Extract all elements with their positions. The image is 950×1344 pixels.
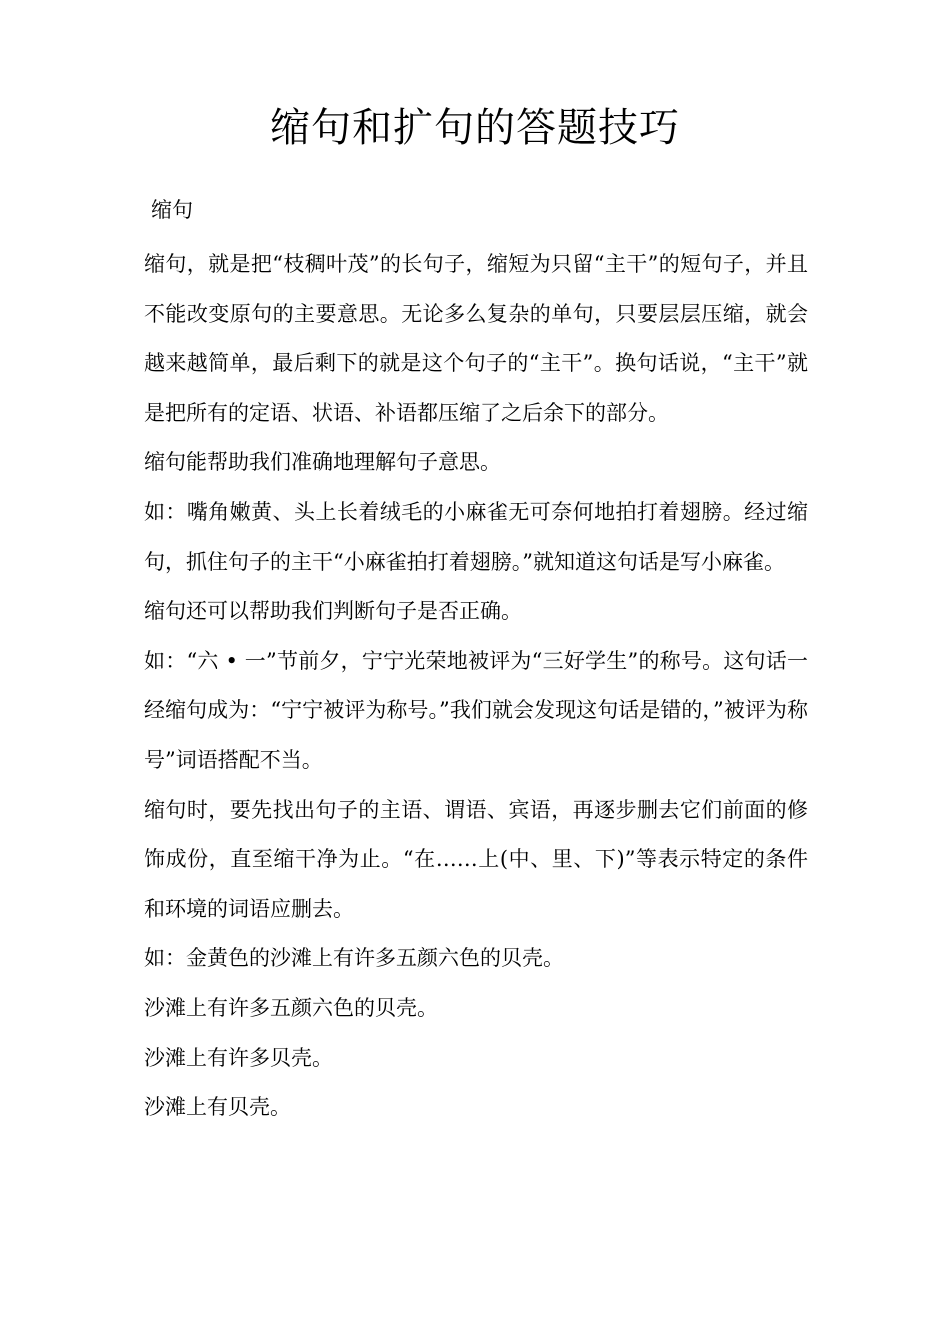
paragraph: 缩句还可以帮助我们判断句子是否正确。 xyxy=(144,599,522,624)
paragraph: 缩句能帮助我们准确地理解句子意思。 xyxy=(144,450,501,475)
paragraph: 缩句时，要先找出句子的主语、谓语、宾语，再逐步删去它们前面的修饰成份，直至缩干净为止。“在……上(中、里、下)”等表示特定的条件和环境的词语应删去。 xyxy=(144,797,808,921)
paragraph: 沙滩上有许多五颜六色的贝壳。 xyxy=(144,995,438,1020)
section-heading: 缩句 xyxy=(151,198,193,222)
paragraph: 沙滩上有许多贝壳。 xyxy=(144,1045,333,1070)
document-body xyxy=(144,240,808,1133)
paragraph: 如：“六 • 一”节前夕，宁宁光荣地被评为“三好学生”的称号。这句话一经缩句成为：“宁宁被评为称号。”我们就会发现这句话是错的，”被评为称号”词语搭配不当。 xyxy=(144,648,808,772)
paragraph: 沙滩上有贝壳。 xyxy=(144,1095,291,1120)
document-title: 缩句和扩句的答题技巧 xyxy=(270,105,680,151)
paragraph: 缩句，就是把“枝稠叶茂”的长句子，缩短为只留“主干”的短句子，并且不能改变原句的主要意思。无论多么复杂的单句，只要层层压缩，就会越来越简单，最后剩下的就是这个句子的“主干”。换句话说，“主干”就是把所有的定语、状语、补语都压缩了之后余下的部分。 xyxy=(144,252,808,425)
paragraph: 如：金黄色的沙滩上有许多五颜六色的贝壳。 xyxy=(144,946,564,971)
paragraph: 如：嘴角嫩黄、头上长着绒毛的小麻雀无可奈何地拍打着翅膀。经过缩句，抓住句子的主干“小麻雀拍打着翅膀。”就知道这句话是写小麻雀。 xyxy=(144,499,808,574)
